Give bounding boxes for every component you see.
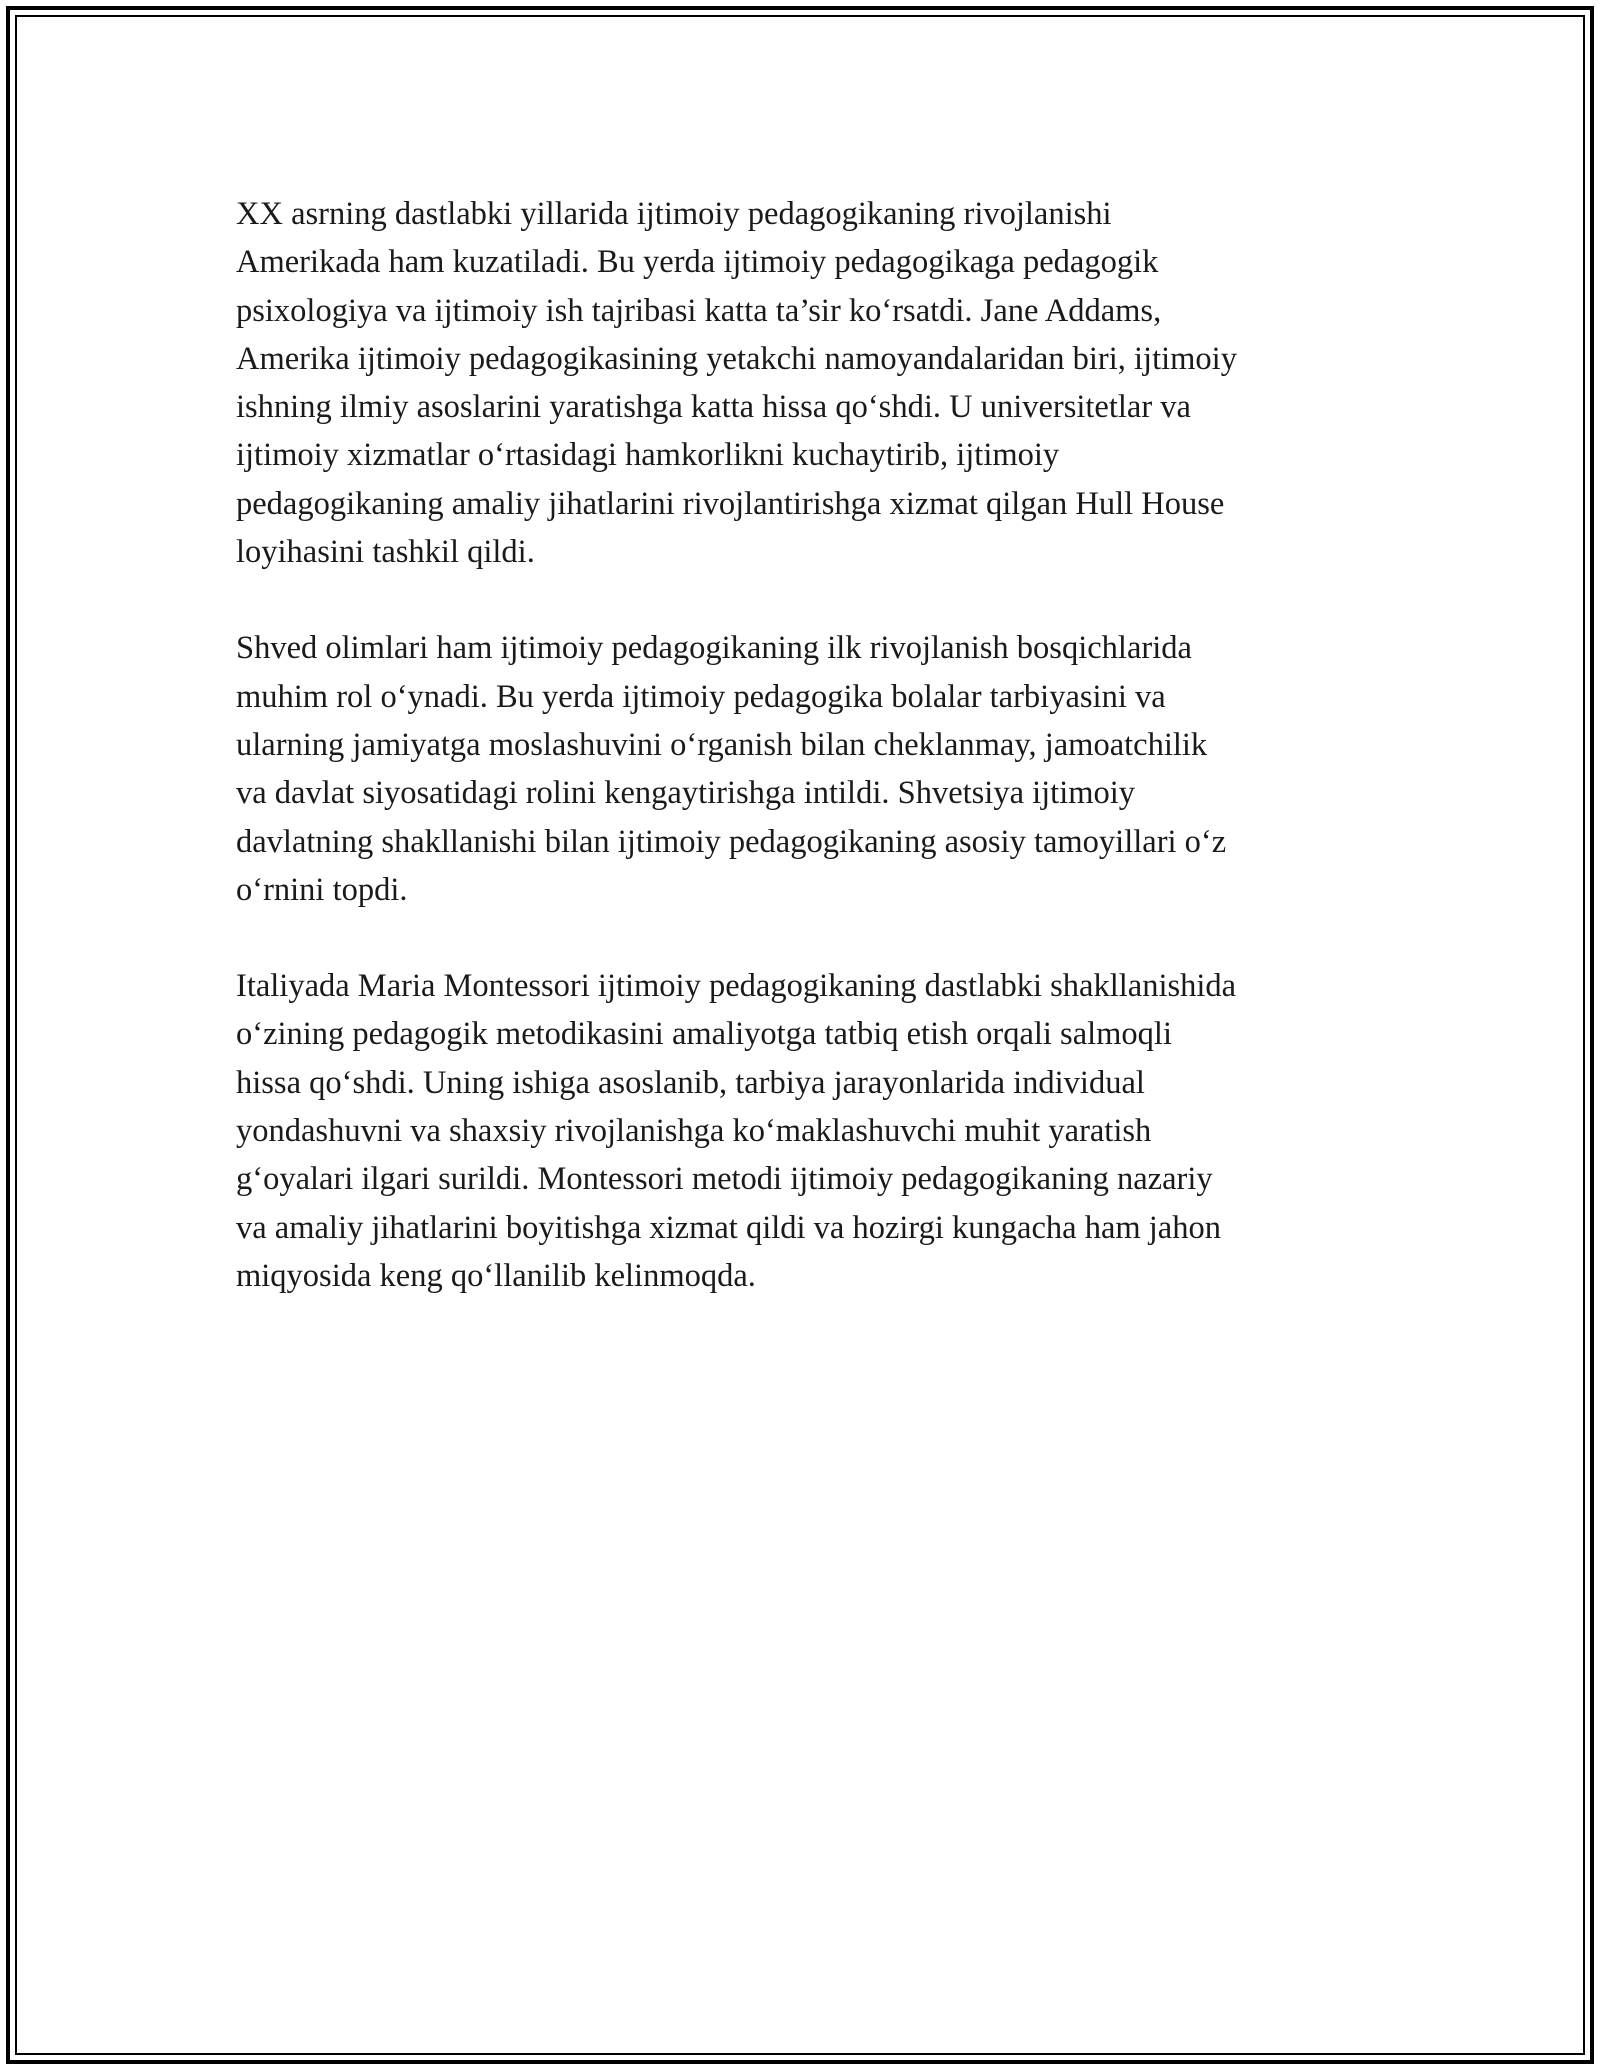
paragraph-montessori: Italiyada Maria Montessori ijtimoiy pedagogikaning dastlabki shakllanishida o‘zining pedagogik metodikasini amaliyotga tatbiq etish orqali salmoqli hissa qo‘shdi. Uning ishiga asoslanib, tarbiya jarayonlarida individual yondashuvni va shaxsiy rivojlanishga ko‘maklashuvchi muhit yaratish g‘oyalari ilgari surildi. Montessori metodi ijtimoiy pedagogikaning nazariy va amaliy jihatlarini boyitishga xizmat qildi va hozirgi kungacha ham jahon miqyosida keng qo‘llanilib kelinmoqda.	[236, 968, 1237, 1294]
paragraph-swedish-social-pedagogy: Shved olimlari ham ijtimoiy pedagogikaning ilk rivojlanish bosqichlarida muhim rol o‘ynadi. Bu yerda ijtimoiy pedagogika bolalar tarbiyasini va ularning jamiyatga moslashuvini o‘rganish bilan cheklanmay, jamoatchilik va davlat siyosatidagi rolini kengaytirishga intildi. Shvetsiya ijtimoiy davlatning shakllanishi bilan ijtimoiy pedagogikaning asosiy tamoyillari o‘z o‘rnini topdi.	[236, 630, 1227, 908]
document-body	[236, 190, 1376, 1348]
paragraph-american-social-pedagogy: XX asrning dastlabki yillarida ijtimoiy pedagogikaning rivojlanishi Amerikada ham kuzatiladi. Bu yerda ijtimoiy pedagogikaga pedagogik psixologiya va ijtimoiy ish tajribasi katta ta’sir ko‘rsatdi. Jane Addams, Amerika ijtimoiy pedagogikasining yetakchi namoyandalaridan biri, ijtimoiy ishning ilmiy asoslarini yaratishga katta hissa qo‘shdi. U universitetlar va ijtimoiy xizmatlar o‘rtasidagi hamkorlikni kuchaytirib, ijtimoiy pedagogikaning amaliy jihatlarini rivojlantirishga xizmat qilgan Hull House loyihasini tashkil qildi.	[236, 196, 1237, 571]
